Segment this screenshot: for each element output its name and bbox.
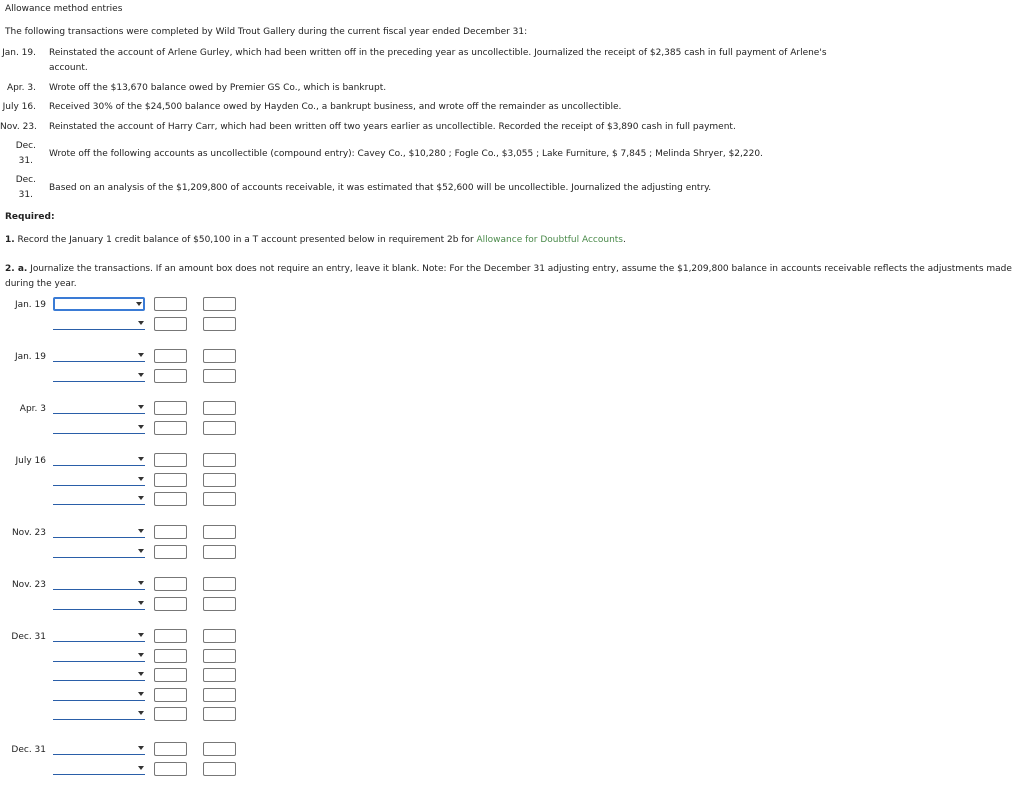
dropdown-arrow-icon xyxy=(138,601,144,605)
entry-date-label: Dec. 31 xyxy=(11,632,46,642)
txn-date: July 16. xyxy=(2,102,36,112)
journal-row xyxy=(0,318,240,332)
debit-amount-input[interactable] xyxy=(154,762,187,776)
debit-amount-input[interactable] xyxy=(154,545,187,559)
credit-amount-input[interactable] xyxy=(203,369,236,383)
dropdown-arrow-icon xyxy=(138,496,144,500)
txn-date: Apr. 3. xyxy=(6,83,36,93)
account-select[interactable] xyxy=(53,370,145,382)
debit-amount-input[interactable] xyxy=(154,421,187,435)
account-select[interactable] xyxy=(53,689,145,701)
debit-amount-input[interactable] xyxy=(154,707,187,721)
req1-suffix: . xyxy=(623,235,626,245)
entry-date-label: Nov. 23 xyxy=(11,528,46,538)
journal-row xyxy=(0,763,240,777)
txn-text: Received 30% of the $24,500 balance owed by Hayden Co., a bankrupt business, and wrote off the remainder as uncollectible. xyxy=(49,102,622,112)
journal-row xyxy=(0,402,240,416)
credit-amount-input[interactable] xyxy=(203,649,236,663)
txn-date: Nov. 23. xyxy=(0,122,37,132)
debit-amount-input[interactable] xyxy=(154,577,187,591)
account-select[interactable] xyxy=(53,526,145,538)
entry-date-label: Jan. 19 xyxy=(14,352,46,362)
account-select[interactable] xyxy=(53,650,145,662)
journal-row xyxy=(0,708,240,722)
account-select[interactable] xyxy=(53,630,145,642)
credit-amount-input[interactable] xyxy=(203,421,236,435)
dropdown-arrow-icon xyxy=(138,653,144,657)
txn-text-cont: account. xyxy=(49,63,88,73)
txn-text: Reinstated the account of Harry Carr, which had been written off two years earlier as uncollectible. Recorded the receipt of $3,890 cash in full payment. xyxy=(49,122,736,132)
credit-amount-input[interactable] xyxy=(203,545,236,559)
journal-row xyxy=(0,370,240,384)
credit-amount-input[interactable] xyxy=(203,349,236,363)
dropdown-arrow-icon xyxy=(138,425,144,429)
txn-text: Wrote off the $13,670 balance owed by Premier GS Co., which is bankrupt. xyxy=(49,83,387,93)
required-heading: Required: xyxy=(5,212,55,222)
credit-amount-input[interactable] xyxy=(203,525,236,539)
account-select[interactable] xyxy=(53,350,145,362)
dropdown-arrow-icon xyxy=(138,549,144,553)
debit-amount-input[interactable] xyxy=(154,668,187,682)
debit-amount-input[interactable] xyxy=(154,688,187,702)
credit-amount-input[interactable] xyxy=(203,473,236,487)
txn-date: Dec. xyxy=(15,141,36,151)
credit-amount-input[interactable] xyxy=(203,688,236,702)
account-select[interactable] xyxy=(53,402,145,414)
dropdown-arrow-icon xyxy=(138,477,144,481)
journal-row xyxy=(0,298,240,312)
account-select[interactable] xyxy=(53,763,145,775)
journal-row xyxy=(0,422,240,436)
credit-amount-input[interactable] xyxy=(203,668,236,682)
dropdown-arrow-icon xyxy=(138,353,144,357)
txn-text: Based on an analysis of the $1,209,800 of accounts receivable, it was estimated that $52,600 will be uncollectible. Journalized the adjusting entry. xyxy=(49,183,712,193)
credit-amount-input[interactable] xyxy=(203,742,236,756)
dropdown-arrow-icon xyxy=(138,581,144,585)
txn-date: Jan. 19. xyxy=(2,48,36,58)
account-select[interactable] xyxy=(53,318,145,330)
entry-date-label: Nov. 23 xyxy=(11,580,46,590)
journal-row xyxy=(0,350,240,364)
debit-amount-input[interactable] xyxy=(154,317,187,331)
dropdown-arrow-icon xyxy=(138,373,144,377)
requirement-1 xyxy=(5,235,626,245)
account-select[interactable] xyxy=(53,669,145,681)
account-select[interactable] xyxy=(53,708,145,720)
credit-amount-input[interactable] xyxy=(203,577,236,591)
intro-text: The following transactions were completed by Wild Trout Gallery during the current fiscal year ended December 31: xyxy=(5,27,528,37)
entry-date-label: Jan. 19 xyxy=(14,300,46,310)
txn-date-day: 31. xyxy=(18,190,33,200)
entry-date-label: Apr. 3 xyxy=(19,404,46,414)
dropdown-arrow-icon xyxy=(138,692,144,696)
dropdown-arrow-icon xyxy=(138,766,144,770)
credit-amount-input[interactable] xyxy=(203,597,236,611)
entry-date-label: Dec. 31 xyxy=(11,745,46,755)
journal-row xyxy=(0,689,240,703)
credit-amount-input[interactable] xyxy=(203,492,236,506)
journal-row xyxy=(0,526,240,540)
debit-amount-input[interactable] xyxy=(154,742,187,756)
account-select[interactable] xyxy=(53,598,145,610)
txn-date-day: 31. xyxy=(18,156,33,166)
account-select[interactable] xyxy=(53,422,145,434)
journal-row xyxy=(0,493,240,507)
dropdown-arrow-icon xyxy=(138,321,144,325)
journal-row xyxy=(0,650,240,664)
dropdown-arrow-icon xyxy=(138,529,144,533)
journal-row xyxy=(0,578,240,592)
account-select[interactable] xyxy=(53,578,145,590)
debit-amount-input[interactable] xyxy=(154,649,187,663)
journal-row xyxy=(0,474,240,488)
entry-date-label: July 16 xyxy=(15,456,46,466)
dropdown-arrow-icon xyxy=(138,672,144,676)
debit-amount-input[interactable] xyxy=(154,349,187,363)
dropdown-arrow-icon xyxy=(138,746,144,750)
credit-amount-input[interactable] xyxy=(203,401,236,415)
dropdown-arrow-icon xyxy=(136,302,142,306)
account-select[interactable] xyxy=(53,493,145,505)
account-select[interactable] xyxy=(53,546,145,558)
debit-amount-input[interactable] xyxy=(154,297,187,311)
debit-amount-input[interactable] xyxy=(154,453,187,467)
debit-amount-input[interactable] xyxy=(154,597,187,611)
page-title: Allowance method entries xyxy=(5,4,123,14)
credit-amount-input[interactable] xyxy=(203,317,236,331)
credit-amount-input[interactable] xyxy=(203,453,236,467)
account-select[interactable] xyxy=(53,474,145,486)
account-select[interactable] xyxy=(53,743,145,755)
credit-amount-input[interactable] xyxy=(203,297,236,311)
dropdown-arrow-icon xyxy=(138,711,144,715)
credit-amount-input[interactable] xyxy=(203,629,236,643)
debit-amount-input[interactable] xyxy=(154,629,187,643)
account-select[interactable] xyxy=(53,454,145,466)
allowance-link[interactable]: Allowance for Doubtful Accounts xyxy=(476,235,623,245)
journal-row xyxy=(0,630,240,644)
debit-amount-input[interactable] xyxy=(154,492,187,506)
dropdown-arrow-icon xyxy=(138,457,144,461)
txn-text: Wrote off the following accounts as uncollectible (compound entry): Cavey Co., $10,280 ; Fogle Co., $3,055 ; Lake Furniture, $ 7,845 ; Melinda Shryer, $2,220. xyxy=(49,149,763,159)
account-select[interactable] xyxy=(53,297,145,311)
txn-date: Dec. xyxy=(15,175,36,185)
credit-amount-input[interactable] xyxy=(203,707,236,721)
dropdown-arrow-icon xyxy=(138,405,144,409)
debit-amount-input[interactable] xyxy=(154,525,187,539)
journal-row xyxy=(0,454,240,468)
debit-amount-input[interactable] xyxy=(154,369,187,383)
journal-row xyxy=(0,743,240,757)
journal-row xyxy=(0,546,240,560)
requirement-2a xyxy=(5,262,1024,292)
debit-amount-input[interactable] xyxy=(154,401,187,415)
journal-row xyxy=(0,669,240,683)
req1-text: Record the January 1 credit balance of $50,100 in a T account presented below in requirement 2b for xyxy=(14,235,477,245)
req1-number: 1. xyxy=(5,235,15,245)
credit-amount-input[interactable] xyxy=(203,762,236,776)
journal-row xyxy=(0,598,240,612)
req2-number: 2. a. xyxy=(5,264,28,274)
dropdown-arrow-icon xyxy=(138,633,144,637)
txn-text: Reinstated the account of Arlene Gurley, which had been written off in the preceding year as uncollectible. Journalized the receipt of $2,385 cash in full payment of Arlene's xyxy=(49,48,827,58)
debit-amount-input[interactable] xyxy=(154,473,187,487)
req2-text: Journalize the transactions. If an amount box does not require an entry, leave it blank. Note: For the December 31 adjusting entry, assume the $1,209,800 balance in accounts receivable reflects the adjustments made during the year. xyxy=(5,264,1012,289)
